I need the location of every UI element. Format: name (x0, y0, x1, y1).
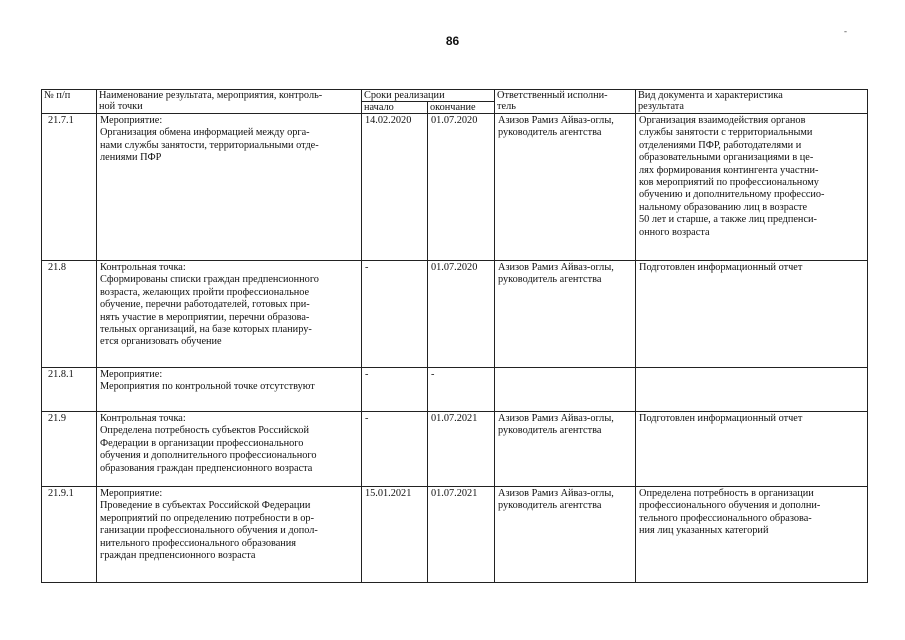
cell-end: - (428, 368, 495, 412)
cell-start: - (362, 261, 428, 368)
cell-name: Мероприятие: Мероприятия по контрольной точке отсутствуют (97, 368, 362, 412)
cell-start: 15.01.2021 (362, 487, 428, 583)
cell-end: 01.07.2021 (428, 412, 495, 487)
cell-responsible (495, 368, 636, 412)
corner-mark: - (844, 26, 847, 36)
table-row (42, 114, 868, 261)
table-row (42, 261, 868, 368)
cell-responsible: Азизов Рамиз Айваз-оглы, руководитель агентства (495, 261, 636, 368)
cell-start: - (362, 368, 428, 412)
header-responsible: Ответственный исполни- тель (495, 90, 636, 114)
cell-document: Организация взаимодействия органов службы занятости с территориальными отделениями ПФР, работодателями и образовательными организациями в це- лях формирования контингента участни- ков мероприятий по профессиональному обучению и дополнительному профессио- нальному образованию лиц в возрасте 50 лет и старше, а также лиц предпенси- онного возраста (636, 114, 868, 261)
table-row (42, 368, 868, 412)
table-header-row (42, 90, 868, 102)
cell-name: Контрольная точка: Сформированы списки граждан предпенсионного возраста, желающих пройти профессиональное обучение, перечни работодателей, готовых при- нять участие в мероприятии, перечни образова- тельных организаций, на базе которых планиру- ется организовать обучение (97, 261, 362, 368)
cell-document (636, 368, 868, 412)
cell-num: 21.9 (42, 412, 97, 487)
cell-responsible: Азизов Рамиз Айваз-оглы, руководитель агентства (495, 412, 636, 487)
table-row (42, 487, 868, 583)
cell-document: Подготовлен информационный отчет (636, 412, 868, 487)
cell-end: 01.07.2020 (428, 261, 495, 368)
header-end: окончание (428, 102, 495, 114)
cell-responsible: Азизов Рамиз Айваз-оглы, руководитель агентства (495, 487, 636, 583)
cell-document: Определена потребность в организации профессионального обучения и дополни- тельного профессионального образова- ния лиц указанных категорий (636, 487, 868, 583)
header-document: Вид документа и характеристика результата (636, 90, 868, 114)
header-period: Сроки реализации (362, 90, 495, 102)
cell-start: - (362, 412, 428, 487)
cell-end: 01.07.2021 (428, 487, 495, 583)
cell-document: Подготовлен информационный отчет (636, 261, 868, 368)
cell-num: 21.9.1 (42, 487, 97, 583)
cell-responsible: Азизов Рамиз Айваз-оглы, руководитель агентства (495, 114, 636, 261)
cell-num: 21.7.1 (42, 114, 97, 261)
header-num: № п/п (42, 90, 97, 114)
page-number: 86 (445, 34, 460, 48)
cell-num: 21.8 (42, 261, 97, 368)
header-name: Наименование результата, мероприятия, контроль- ной точки (97, 90, 362, 114)
cell-end: 01.07.2020 (428, 114, 495, 261)
cell-name: Контрольная точка: Определена потребность субъектов Российской Федерации в организации профессионального обучения и дополнительного профессионального образования граждан предпенсионного возраста (97, 412, 362, 487)
cell-start: 14.02.2020 (362, 114, 428, 261)
header-start: начало (362, 102, 428, 114)
cell-name: Мероприятие: Проведение в субъектах Российской Федерации мероприятий по определению потребности в ор- ганизации профессионального обучения и допол- нительного профессионального образования граждан предпенсионного возраста (97, 487, 362, 583)
table-row (42, 412, 868, 487)
cell-name: Мероприятие: Организация обмена информацией между орга- нами службы занятости, территориальными отде- лениями ПФР (97, 114, 362, 261)
cell-num: 21.8.1 (42, 368, 97, 412)
plan-table (41, 89, 868, 583)
